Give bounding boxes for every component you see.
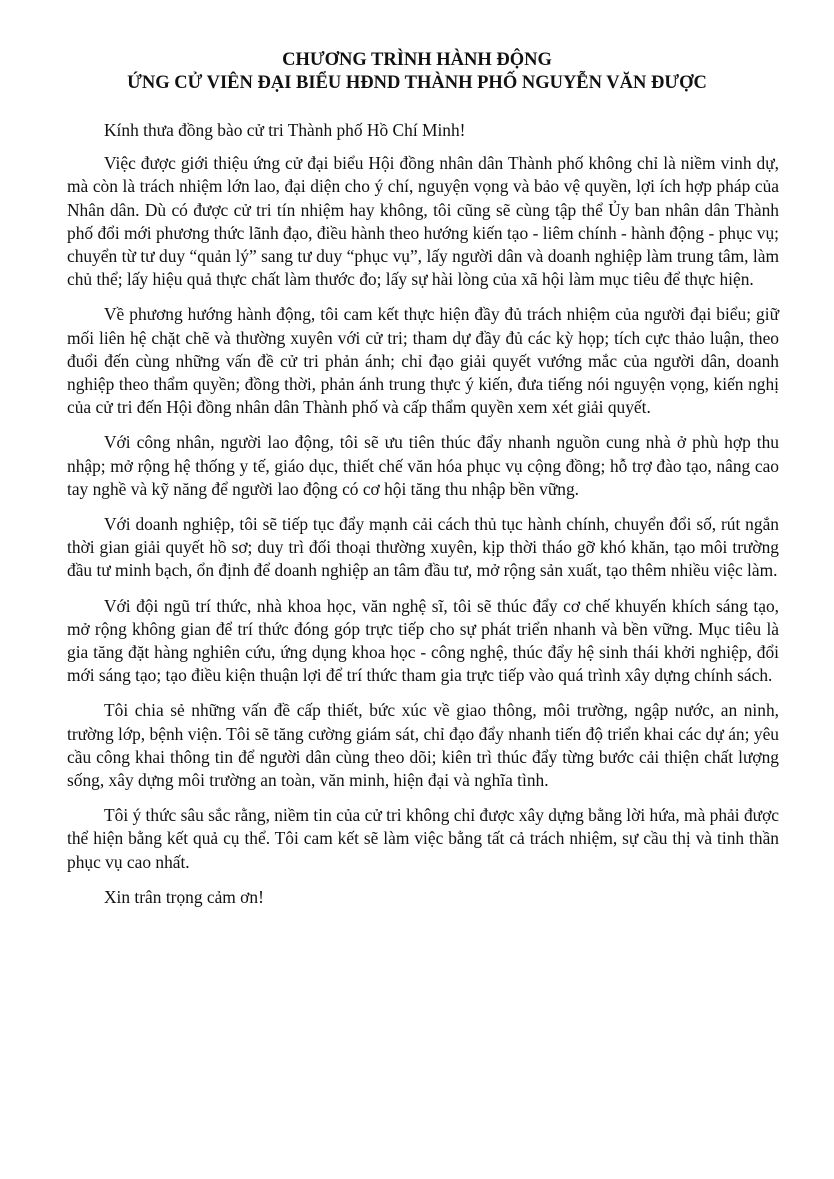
- greeting: Kính thưa đồng bào cử tri Thành phố Hồ Chí Minh!: [104, 120, 466, 140]
- document-title: CHƯƠNG TRÌNH HÀNH ĐỘNG: [282, 50, 552, 70]
- document-body: [67, 119, 779, 921]
- paragraph-action-direction: Về phương hướng hành động, tôi cam kết thực hiện đầy đủ trách nhiệm của người đại biểu; giữ mối liên hệ chặt chẽ và thường xuyên với cử tri; tham dự đầy đủ các kỳ họp; tích cực thảo luận, theo đuổi đến cùng những vấn đề cử tri phản ánh; chỉ đạo giải quyết vướng mắc của người dân, doanh nghiệp theo thẩm quyền; đồng thời, phản ánh trung thực ý kiến, đưa tiếng nói nguyện vọng, kiến nghị của cử tri đến Hội đồng nhân dân Thành phố và cấp thẩm quyền xem xét giải quyết.: [67, 304, 779, 418]
- paragraph-intellectuals: Với đội ngũ trí thức, nhà khoa học, văn nghệ sĩ, tôi sẽ thúc đẩy cơ chế khuyến khích sáng tạo, mở rộng không gian để trí thức đóng góp trực tiếp cho sự phát triển nhanh và bền vững. Mục tiêu là gia tăng đặt hàng nghiên cứu, ứng dụng khoa học - công nghệ, thúc đẩy hệ sinh thái khởi nghiệp, đổi mới sáng tạo; tạo điều kiện thuận lợi để trí thức tham gia trực tiếp vào quá trình xây dựng chính sách.: [67, 595, 779, 686]
- paragraph-businesses: Với doanh nghiệp, tôi sẽ tiếp tục đẩy mạnh cải cách thủ tục hành chính, chuyển đổi số, rút ngắn thời gian giải quyết hồ sơ; duy trì đối thoại thường xuyên, kịp thời tháo gỡ khó khăn, tạo môi trường đầu tư minh bạch, ổn định để doanh nghiệp an tâm đầu tư, mở rộng sản xuất, tạo thêm nhiều việc làm.: [67, 514, 779, 581]
- closing-line: Xin trân trọng cảm ơn!: [104, 886, 264, 907]
- paragraph-urban-issues: Tôi chia sẻ những vấn đề cấp thiết, bức xúc về giao thông, môi trường, ngập nước, an ninh, trường lớp, bệnh viện. Tôi sẽ tăng cường giám sát, chỉ đạo đẩy nhanh tiến độ triển khai các dự án; yêu cầu công khai thông tin để người dân cùng theo dõi; kiên trì thúc đẩy từng bước cải thiện chất lượng sống, xây dựng môi trường an toàn, văn minh, hiện đại và nghĩa tình.: [67, 700, 779, 791]
- paragraph-workers: Với công nhân, người lao động, tôi sẽ ưu tiên thúc đẩy nhanh nguồn cung nhà ở phù hợp thu nhập; mở rộng hệ thống y tế, giáo dục, thiết chế văn hóa phục vụ cộng đồng; hỗ trợ đào tạo, nâng cao tay nghề và kỹ năng để người lao động có cơ hội tăng thu nhập bền vững.: [67, 432, 779, 499]
- paragraph-commitment: Tôi ý thức sâu sắc rằng, niềm tin của cử tri không chỉ được xây dựng bằng lời hứa, mà phải được thể hiện bằng kết quả cụ thể. Tôi cam kết sẽ làm việc bằng tất cả trách nhiệm, sự cầu thị và tinh thần phục vụ cao nhất.: [67, 805, 779, 872]
- paragraph-introduction: Việc được giới thiệu ứng cử đại biểu Hội đồng nhân dân Thành phố không chỉ là niềm vinh dự, mà còn là trách nhiệm lớn lao, đại diện cho ý chí, nguyện vọng và bảo vệ quyền, lợi ích hợp pháp của Nhân dân. Dù có được cử tri tín nhiệm hay không, tôi cũng sẽ cùng tập thể Ủy ban nhân dân Thành phố đổi mới phương thức lãnh đạo, điều hành theo hướng kiến tạo - liêm chính - hành động - phục vụ; chuyển từ tư duy “quản lý” sang tư duy “phục vụ”, lấy người dân và doanh nghiệp làm trung tâm, làm chủ thể; lấy hiệu quả thực chất làm thước đo; lấy sự hài lòng của xã hội làm mục tiêu để thực hiện.: [67, 153, 779, 290]
- document-subtitle: ỨNG CỬ VIÊN ĐẠI BIỂU HĐND THÀNH PHỐ NGUYỄN VĂN ĐƯỢC: [127, 73, 707, 93]
